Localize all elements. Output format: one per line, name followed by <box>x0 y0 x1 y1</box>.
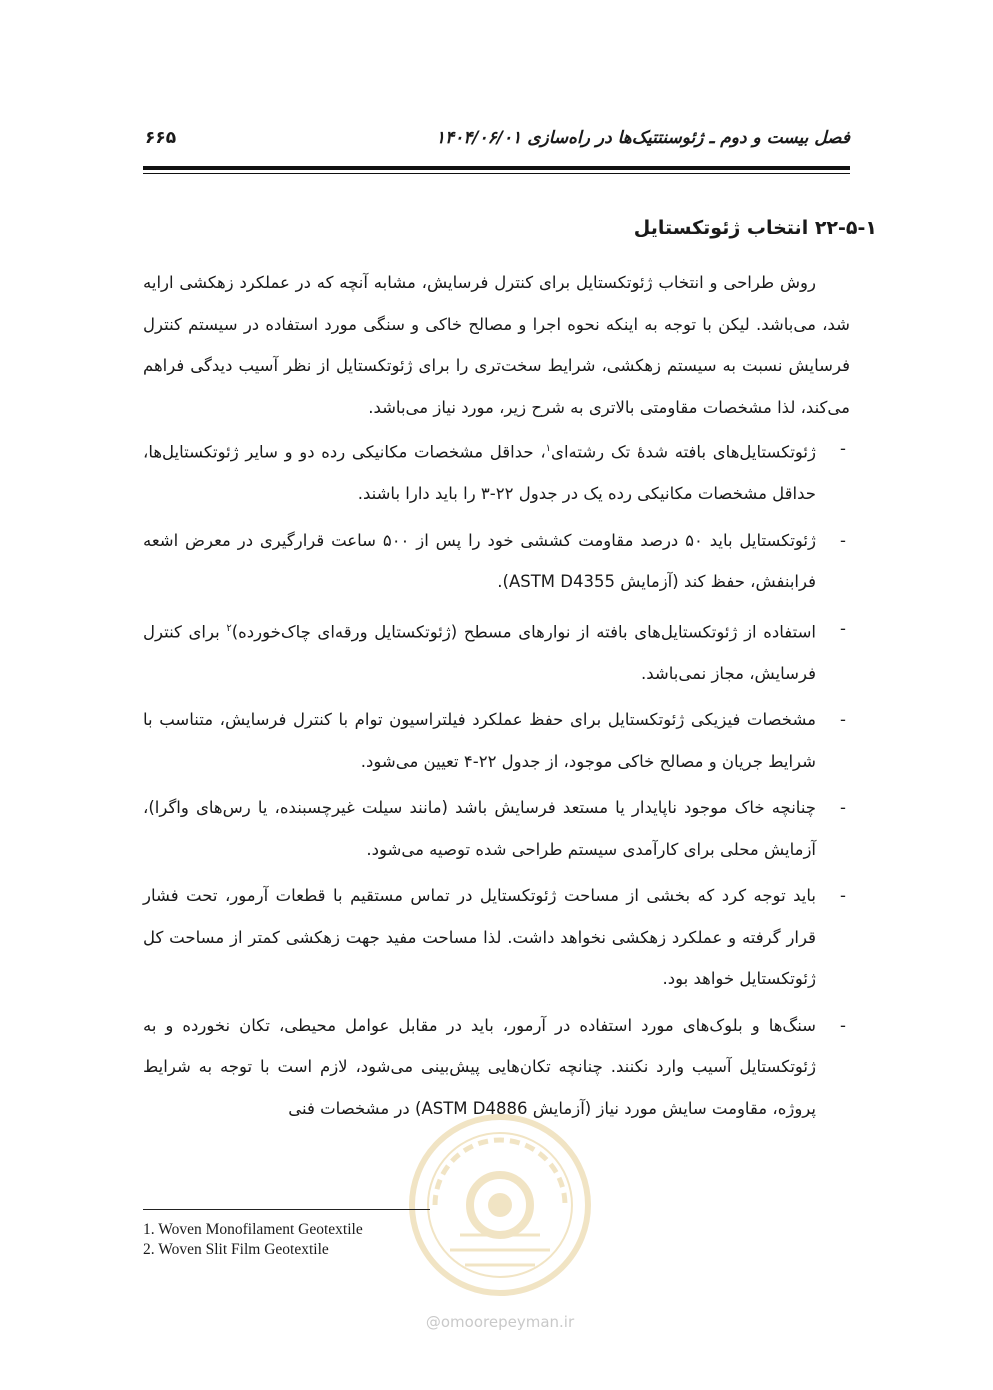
bullet-dash: - <box>840 798 846 817</box>
bullet-dash: - <box>840 1015 846 1035</box>
footnotes <box>143 1220 363 1260</box>
watermark-url: @omoorepeyman.ir <box>425 1313 575 1331</box>
running-header-title: فصل بیست و دوم ـ ژئوسنتتیک‌ها در راه‌سازی ۱۴۰۴/۰۶/۰۱ <box>435 128 850 148</box>
list-item: - چنانچه خاک موجود ناپایدار یا مستعد فرسایش باشد (مانند سیلت غیرچسبنده، یا رس‌های واگرا)، آزمایش محلی برای کارآمدی سیستم طراحی شده توصیه می‌شود. <box>143 787 850 870</box>
footnote-ref: ۲ <box>226 622 232 634</box>
bullet-dash: - <box>840 710 846 729</box>
list-item: - باید توجه کرد که بخشی از مساحت ژئوتکستایل در تماس مستقیم با قطعات آرمور، تحت فشار قرار گرفته و عملکرد زهکشی نخواهد داشت. لذا مساحت مفید جهت زهکشی کمتر از مساحت کل ژئوتکستایل خواهد بود. <box>143 875 850 1000</box>
header-rule-thick <box>143 166 850 170</box>
bullet-dash: - <box>840 618 846 638</box>
list-item: - ژئوتکستایل باید ۵۰ درصد مقاومت کششی خود را پس از ۵۰۰ ساعت قرارگیری در معرض اشعه فرابنفش، حفظ کند (آزمایش ASTM D4355). <box>143 520 850 603</box>
footnote-ref: ۱ <box>545 443 552 454</box>
body-text <box>143 262 850 1134</box>
list-item: - استفاده از ژئوتکستایل‌های بافته از نوارهای مسطح (ژئوتکستایل ورقه‌ای چاک‌خورده)$^۲$ برای کنترل فرسایش، مجاز نمی‌باشد. <box>143 608 850 695</box>
bullet-dash: - <box>840 439 846 458</box>
footnote-2: 2. Woven Slit Film Geotextile <box>143 1241 329 1258</box>
bullet-dash: - <box>840 886 846 905</box>
page-header <box>143 128 850 156</box>
header-rule-thin <box>143 173 850 174</box>
page-number: ۶۶۵ <box>145 128 177 148</box>
list-item: - ژئوتکستایل‌های بافته شدهٔ تک رشته‌ای$^۱$، حداقل مشخصات مکانیکی رده دو و سایر ژئوتکستایل‌ها، حداقل مشخصات مکانیکی رده یک در جدول ۲۲-۳ را باید دارا باشند. <box>143 428 850 515</box>
footnote-1: 1. Woven Monofilament Geotextile <box>143 1221 363 1238</box>
list-item: - سنگ‌ها و بلوک‌های مورد استفاده در آرمور، باید در مقابل عوامل محیطی، تکان نخورده و به ژئوتکستایل آسیب وارد نکنند. چنانچه تکان‌هایی پیش‌بینی می‌شود، لازم است با توجه به شرایط پروژه، مقاومت سایش مورد نیاز (آزمایش ASTM D4886) در مشخصات فنی <box>143 1005 850 1130</box>
bullet-list <box>143 428 850 1129</box>
list-item: - مشخصات فیزیکی ژئوتکستایل برای حفظ عملکرد فیلتراسیون توام با کنترل فرسایش، متناسب با شرایط جریان و مصالح خاکی موجود، از جدول ۲۲-۴ تعیین می‌شود. <box>143 699 850 782</box>
bullet-dash: - <box>840 530 846 550</box>
watermark-seal-icon <box>405 1110 595 1300</box>
intro-paragraph: روش طراحی و انتخاب ژئوتکستایل برای کنترل فرسایش، مشابه آنچه که در عملکرد زهکشی ارایه شد، می‌باشد. لیکن با توجه به اینکه نحوه اجرا و مصالح خاکی و سنگی مورد استفاده در سیستم کنترل فرسایش نسبت به سیستم زهکشی، شرایط سخت‌تری را برای ژئوتکستایل از نظر آسیب دیدگی فراهم می‌کند، لذا مشخصات مقاومتی بالاتری به شرح زیر، مورد نیاز می‌باشد. <box>143 273 850 417</box>
section-title: ۲۲-۵-۱ انتخاب ژئوتکستایل <box>633 217 877 239</box>
footnote-rule <box>143 1209 430 1210</box>
